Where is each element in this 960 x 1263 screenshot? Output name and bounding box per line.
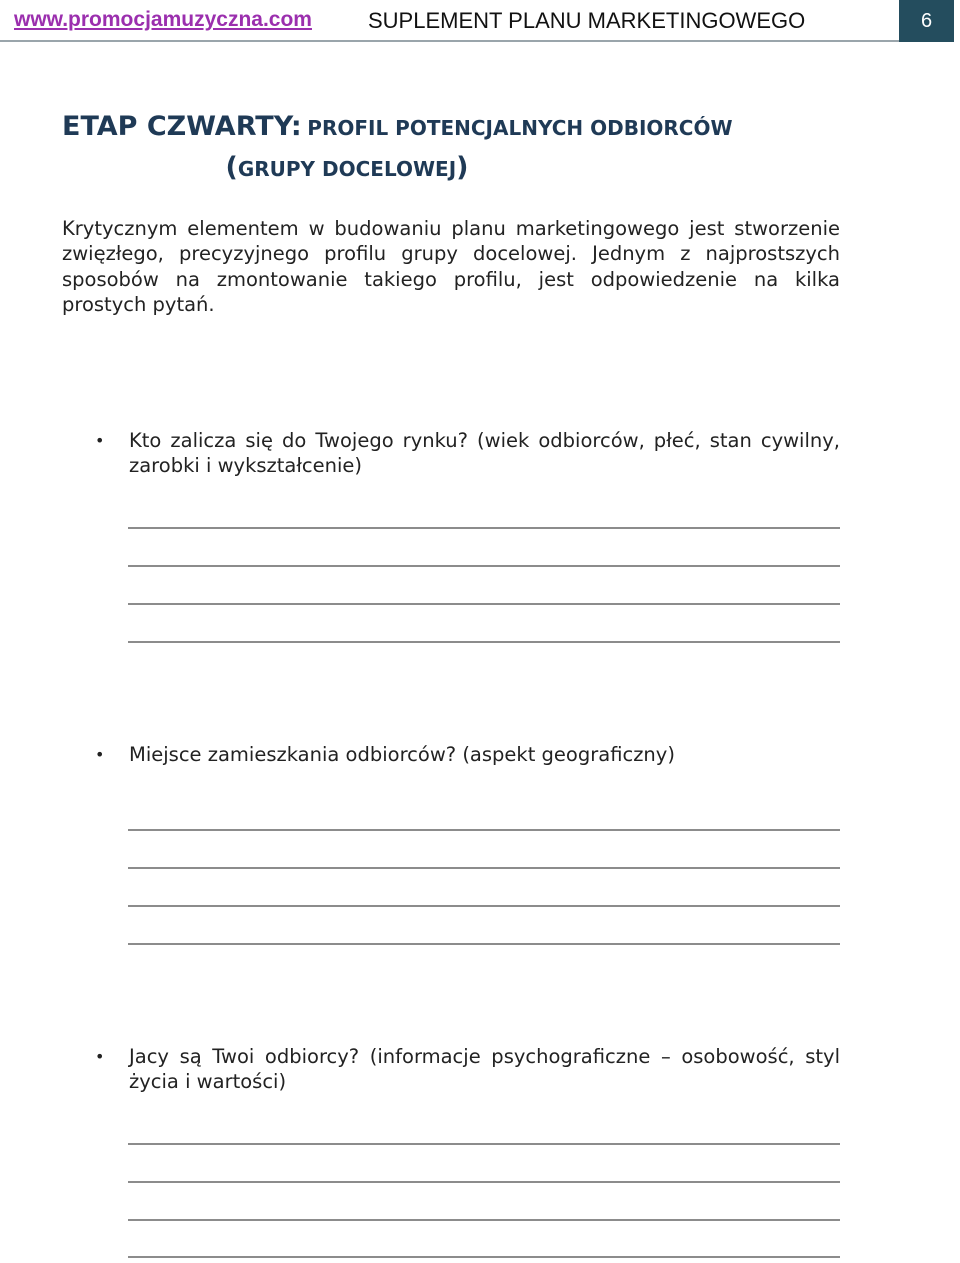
- heading-line-2: [0, 149, 852, 190]
- answer-line[interactable]: [128, 1219, 840, 1221]
- answer-line[interactable]: [128, 1256, 840, 1258]
- question-text: Jacy są Twoi odbiorcy? (informacje psychograficzne – osobowość, styl życia i wartości): [129, 1045, 840, 1094]
- website-link[interactable]: www.promocjamuzyczna.com: [14, 8, 312, 31]
- bullet-icon: •: [95, 1047, 105, 1066]
- heading-paren-close: ): [456, 152, 469, 183]
- intro-paragraph: Krytycznym elementem w budowaniu planu marketingowego jest stworzenie zwięzłego, precyzyjnego profilu grupy docelowej. Jednym z najprostszych sposobów na zmontowanie takiego profilu, jest odpowiedzenie na kilka prostych pytań.: [62, 217, 840, 316]
- answer-line[interactable]: [128, 943, 840, 945]
- answer-line[interactable]: [128, 1143, 840, 1145]
- document-title: SUPLEMENT PLANU MARKETINGOWEGO: [368, 8, 806, 33]
- answer-line[interactable]: [128, 565, 840, 567]
- heading-stage: ETAP CZWARTY:: [62, 111, 302, 142]
- question-text: Miejsce zamieszkania odbiorców? (aspekt geograficzny): [129, 743, 675, 766]
- page-header: [0, 0, 960, 42]
- answer-line[interactable]: [128, 905, 840, 907]
- header-divider: [0, 40, 899, 42]
- question-text: Kto zalicza się do Twojego rynku? (wiek odbiorców, płeć, stan cywilny, zarobki i wykształcenie): [129, 429, 840, 478]
- answer-line[interactable]: [128, 641, 840, 643]
- answer-line[interactable]: [128, 603, 840, 605]
- answer-line[interactable]: [128, 829, 840, 831]
- section-heading: [62, 108, 852, 190]
- heading-subtopic: GRUPY DOCELOWEJ: [237, 157, 457, 181]
- heading-topic: PROFIL POTENCJALNYCH ODBIORCÓW: [307, 116, 733, 140]
- heading-paren-open: (: [225, 152, 238, 183]
- answer-line[interactable]: [128, 867, 840, 869]
- bullet-icon: •: [95, 431, 105, 450]
- answer-line[interactable]: [128, 527, 840, 529]
- answer-line[interactable]: [128, 1181, 840, 1183]
- page-number-badge: 6: [899, 0, 954, 42]
- heading-line-1: [62, 108, 852, 149]
- bullet-icon: •: [95, 745, 105, 764]
